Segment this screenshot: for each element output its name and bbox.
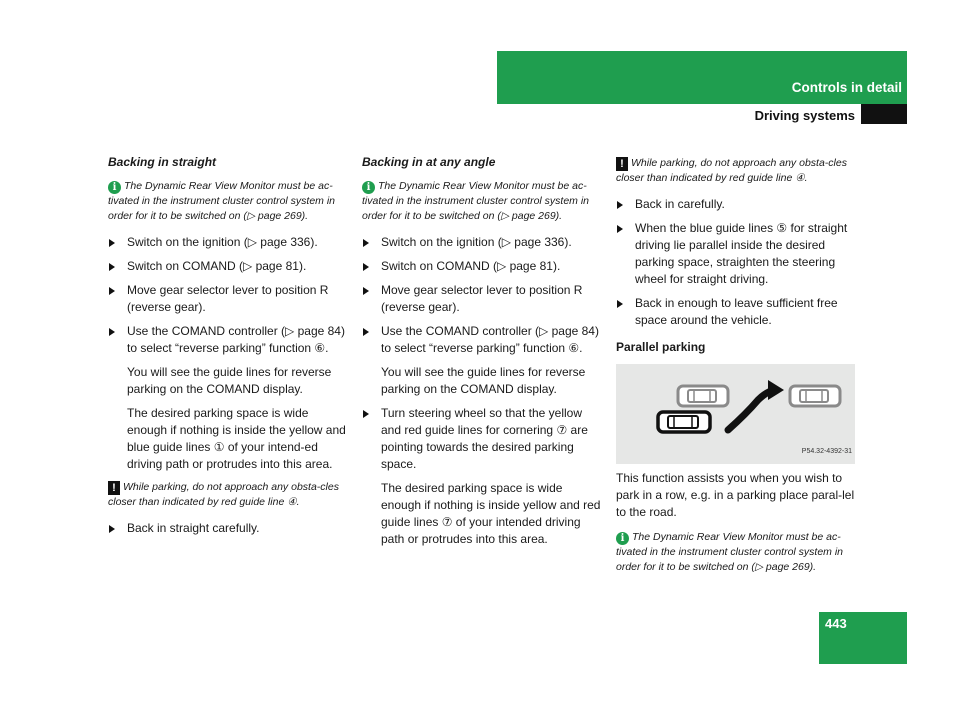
heading-backing-straight: Backing in straight bbox=[108, 155, 217, 169]
step-item: Move gear selector lever to position R (reverse gear). bbox=[108, 282, 348, 316]
info-icon: i bbox=[108, 181, 121, 194]
info-note: i The Dynamic Rear View Monitor must be ac-tivated in the instrument cluster control system in order for it to be switched on (▷ page 269). bbox=[108, 180, 336, 222]
car-icon bbox=[678, 386, 728, 406]
info-icon: i bbox=[616, 532, 629, 545]
column-parallel-parking bbox=[616, 156, 856, 585]
info-icon: i bbox=[362, 181, 375, 194]
header-green-band bbox=[497, 51, 907, 104]
info-note: i The Dynamic Rear View Monitor must be ac-tivated in the instrument cluster control system in order for it to be switched on (▷ page 269). bbox=[616, 531, 844, 573]
column-backing-straight bbox=[108, 154, 348, 544]
step-item: Move gear selector lever to position R (reverse gear). bbox=[362, 282, 602, 316]
figure-code: P54.32-4392-31 bbox=[801, 448, 852, 455]
paragraph: You will see the guide lines for reverse parking on the COMAND display. bbox=[381, 365, 586, 396]
page-number: 443 bbox=[825, 616, 847, 631]
car-icon bbox=[790, 386, 840, 406]
step-item: Use the COMAND controller (▷ page 84) to select “reverse parking” function ⑥. bbox=[362, 323, 602, 357]
arrow-icon bbox=[728, 390, 774, 430]
arrow-head-icon bbox=[768, 380, 784, 400]
paragraph: You will see the guide lines for reverse parking on the COMAND display. bbox=[127, 365, 332, 396]
step-item: Switch on the ignition (▷ page 336). bbox=[362, 234, 602, 251]
section-title: Controls in detail bbox=[791, 80, 902, 95]
warning-icon: ! bbox=[108, 481, 120, 495]
paragraph: This function assists you when you wish to park in a row, e.g. in a parking place paral-lel to the road. bbox=[616, 471, 855, 519]
info-note: i The Dynamic Rear View Monitor must be ac-tivated in the instrument cluster control system in order for it to be switched on (▷ page 269). bbox=[362, 180, 590, 222]
step-item: Back in straight carefully. bbox=[108, 520, 348, 537]
header-black-tab bbox=[861, 104, 907, 124]
step-item: Use the COMAND controller (▷ page 84) to select “reverse parking” function ⑥. bbox=[108, 323, 348, 357]
heading-parallel-parking: Parallel parking bbox=[616, 340, 706, 354]
step-item: Back in enough to leave sufficient free space around the vehicle. bbox=[616, 295, 856, 329]
paragraph: The desired parking space is wide enough if nothing is inside yellow and red guide lines ⑦ of your intended driving path or protrudes into this area. bbox=[381, 481, 601, 546]
warning-note: ! While parking, do not approach any obsta-cles closer than indicated by red guide line ④. bbox=[616, 157, 847, 184]
paragraph: The desired parking space is wide enough if nothing is inside the yellow and blue guide lines ① of your intend-ed driving path or protrudes into this area. bbox=[127, 406, 346, 471]
heading-backing-any-angle: Backing in at any angle bbox=[362, 155, 496, 169]
car-icon bbox=[658, 412, 710, 432]
parking-diagram bbox=[616, 364, 855, 464]
warning-note: ! While parking, do not approach any obsta-cles closer than indicated by red guide line ④. bbox=[108, 481, 339, 508]
section-subtitle: Driving systems bbox=[754, 108, 855, 123]
step-item: Turn steering wheel so that the yellow and red guide lines for cornering ⑦ are pointing towards the desired parking space. bbox=[362, 405, 602, 473]
step-item: Switch on COMAND (▷ page 81). bbox=[362, 258, 602, 275]
step-item: Back in carefully. bbox=[616, 196, 856, 213]
step-item: When the blue guide lines ⑤ for straight driving lie parallel inside the desired parking space, straighten the steering wheel for straight driving. bbox=[616, 220, 856, 288]
step-item: Switch on the ignition (▷ page 336). bbox=[108, 234, 348, 251]
step-item: Switch on COMAND (▷ page 81). bbox=[108, 258, 348, 275]
warning-icon: ! bbox=[616, 157, 628, 171]
column-backing-any-angle bbox=[362, 154, 602, 555]
